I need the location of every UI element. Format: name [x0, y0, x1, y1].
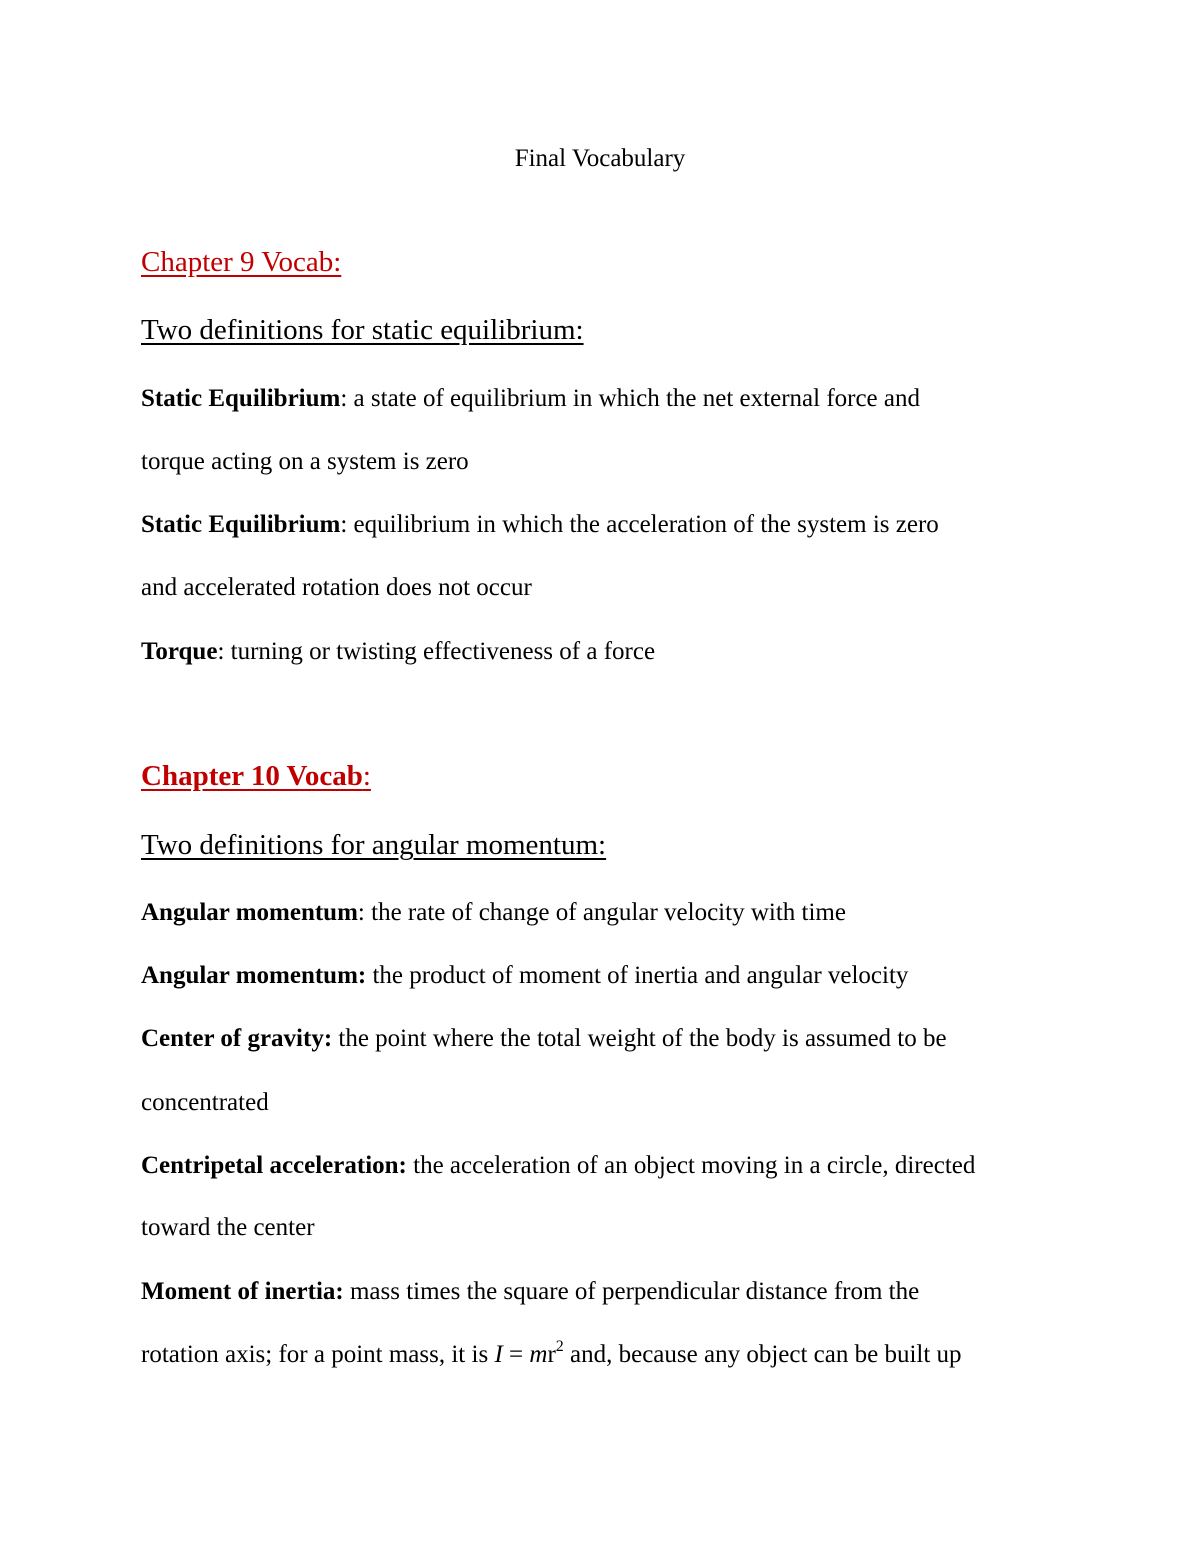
term-label: Static Equilibrium [141, 511, 341, 538]
definition-line [141, 639, 655, 664]
term-label: Angular momentum [141, 899, 358, 926]
exponent: 2 [555, 1338, 564, 1355]
radius-variable: r [547, 1341, 556, 1368]
chapter-9-heading: Chapter 9 Vocab: [141, 246, 342, 278]
term-separator: : [340, 511, 354, 538]
term-label: Moment of inertia: [141, 1278, 344, 1305]
definition-text: turning or twisting effectiveness of a force [230, 638, 656, 665]
definition-text: a state of equilibrium in which the net external force and [353, 385, 921, 412]
term-label: Torque [141, 638, 218, 665]
definition-text: the rate of change of angular velocity with time [371, 899, 846, 926]
term-separator: : [357, 899, 372, 926]
definition-line [141, 900, 846, 925]
definition-text: the acceleration of an object moving in a circle, directed [413, 1152, 976, 1179]
definition-line [141, 386, 920, 411]
definition-line [141, 963, 908, 988]
term-label: Static Equilibrium [141, 385, 341, 412]
term-label: Center of gravity: [141, 1025, 333, 1052]
definition-line [141, 1026, 947, 1051]
formula-line [141, 1338, 962, 1368]
definition-text: the point where the total weight of the body is assumed to be [338, 1025, 947, 1052]
definition-line [141, 512, 939, 537]
definition-line: and accelerated rotation does not occur [141, 574, 532, 601]
chapter-9-subheading: Two definitions for static equilibrium: [141, 314, 584, 346]
formula-suffix-text: and, because any object can be built up [563, 1341, 962, 1368]
definition-text: mass times the square of perpendicular distance from the [349, 1278, 920, 1305]
equals-sign: = [502, 1341, 530, 1368]
term-label: Centripetal acceleration: [141, 1152, 407, 1179]
definition-text: the product of moment of inertia and angular velocity [372, 962, 909, 989]
definition-text: equilibrium in which the acceleration of the system is zero [353, 511, 939, 538]
definition-line [141, 1153, 975, 1178]
chapter-10-heading-colon: : [362, 760, 371, 792]
definition-line: toward the center [141, 1214, 315, 1241]
definition-line: concentrated [141, 1089, 269, 1116]
definition-line [141, 1279, 919, 1304]
document-title: Final Vocabulary [514, 145, 686, 172]
inertia-variable: I [494, 1341, 503, 1368]
term-label: Angular momentum: [141, 962, 367, 989]
chapter-10-heading [141, 762, 371, 791]
term-separator: : [340, 385, 354, 412]
chapter-10-subheading: Two definitions for angular momentum: [141, 829, 607, 861]
definition-line: torque acting on a system is zero [141, 448, 469, 475]
mass-variable: m [529, 1341, 548, 1368]
term-separator: : [217, 638, 231, 665]
chapter-10-heading-main: Chapter 10 Vocab [141, 760, 363, 792]
formula-prefix-text: rotation axis; for a point mass, it is [141, 1341, 495, 1368]
